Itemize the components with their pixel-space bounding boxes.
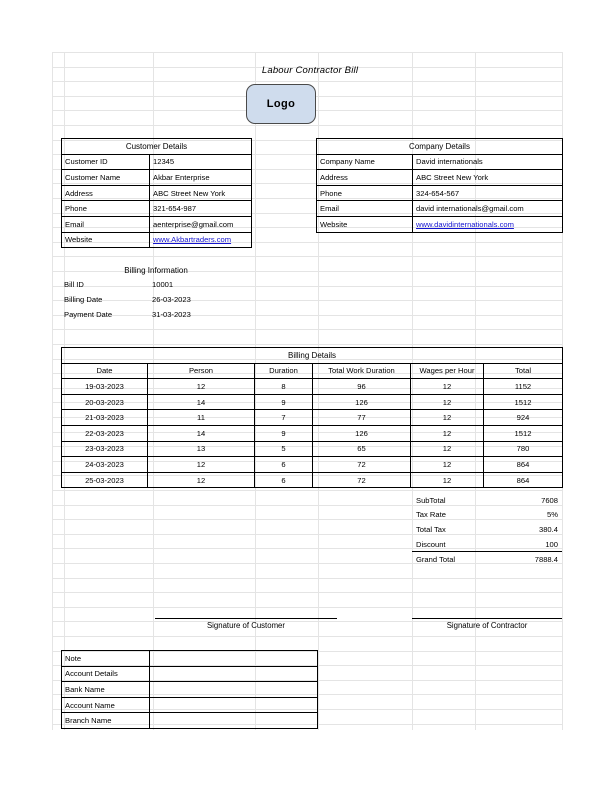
billing-information-heading-row <box>61 263 251 278</box>
table-row <box>62 666 318 682</box>
totals-value: 5% <box>547 510 558 520</box>
table-cell: 9 <box>255 394 313 410</box>
field-value: ABC Street New York <box>150 185 252 201</box>
table-row <box>62 379 563 395</box>
field-label: Billing Date <box>64 294 103 304</box>
field-label: Phone <box>62 201 150 217</box>
customer-details-table <box>61 138 252 248</box>
field-value <box>150 666 318 682</box>
field-value <box>150 682 318 698</box>
totals-value: 100 <box>545 539 558 549</box>
totals-table <box>412 493 562 567</box>
billing-details-heading-row <box>62 348 563 364</box>
billing-information-table <box>61 263 251 321</box>
field-label: Note <box>62 651 150 667</box>
company-details-table <box>316 138 563 233</box>
table-row <box>317 154 563 170</box>
totals-value: 7608 <box>541 495 558 505</box>
table-cell: 12 <box>411 410 484 426</box>
totals-label: SubTotal <box>416 495 446 505</box>
field-label: Website <box>317 216 413 232</box>
table-cell: 126 <box>313 394 411 410</box>
grid-row-line <box>52 81 562 82</box>
table-row <box>62 682 318 698</box>
table-cell: 14 <box>148 394 255 410</box>
field-label: Company Name <box>317 154 413 170</box>
table-cell: 72 <box>313 457 411 473</box>
table-cell: 20-03-2023 <box>62 394 148 410</box>
table-row <box>317 216 563 232</box>
field-value <box>150 651 318 667</box>
grid-row-line <box>52 592 562 593</box>
grid-row-line <box>52 125 562 126</box>
table-cell: 864 <box>484 472 563 488</box>
table-row <box>62 457 563 473</box>
company-details-heading-row <box>317 139 563 155</box>
field-value: David internationals <box>413 154 563 170</box>
field-value: 12345 <box>150 154 252 170</box>
grid-row-line <box>52 344 562 345</box>
table-cell: 77 <box>313 410 411 426</box>
field-value <box>150 713 318 729</box>
table-cell: 1152 <box>484 379 563 395</box>
table-row <box>317 170 563 186</box>
table-cell: 72 <box>313 472 411 488</box>
table-cell: 12 <box>411 441 484 457</box>
company-details-heading: Company Details <box>317 139 563 155</box>
table-cell: 12 <box>411 394 484 410</box>
grid-row-line <box>52 490 562 491</box>
table-cell: 24-03-2023 <box>62 457 148 473</box>
signature-of-customer: Signature of Customer <box>155 618 337 630</box>
field-label: Address <box>62 185 150 201</box>
field-value: 26-03-2023 <box>152 294 191 304</box>
table-row <box>62 410 563 426</box>
table-row <box>61 278 251 293</box>
grid-row-line <box>52 636 562 637</box>
logo-badge: Logo <box>246 84 316 124</box>
table-row <box>62 697 318 713</box>
field-label: Email <box>62 216 150 232</box>
grand-total-row <box>412 552 562 567</box>
table-cell: 23-03-2023 <box>62 441 148 457</box>
grid-row-line <box>52 578 562 579</box>
table-row <box>62 394 563 410</box>
field-label: Email <box>317 201 413 217</box>
table-cell: 7 <box>255 410 313 426</box>
table-cell: 12 <box>148 457 255 473</box>
table-cell: 65 <box>313 441 411 457</box>
field-label: Branch Name <box>62 713 150 729</box>
field-label: Website <box>62 232 150 248</box>
grid-row-line <box>52 607 562 608</box>
grid-row-line <box>52 52 562 53</box>
field-label: Customer ID <box>62 154 150 170</box>
billing-details-column-header-row <box>62 363 563 379</box>
totals-value: 380.4 <box>538 524 558 534</box>
totals-label: Total Tax <box>416 524 446 534</box>
field-value: aenterprise@gmail.com <box>150 216 252 232</box>
table-row <box>62 232 252 248</box>
table-cell: 12 <box>411 472 484 488</box>
field-value: Akbar Enterprise <box>150 170 252 186</box>
field-value: 10001 <box>152 280 174 290</box>
totals-row <box>412 537 562 552</box>
table-cell: 5 <box>255 441 313 457</box>
table-cell: 13 <box>148 441 255 457</box>
totals-row <box>412 522 562 537</box>
table-cell: 12 <box>148 379 255 395</box>
note-details-table <box>61 650 318 729</box>
field-value <box>150 697 318 713</box>
column-header: Person <box>148 363 255 379</box>
field-label: Account Name <box>62 697 150 713</box>
table-cell: 1512 <box>484 394 563 410</box>
field-label: Account Details <box>62 666 150 682</box>
field-label: Bill ID <box>64 280 84 290</box>
field-value: 321-654-987 <box>150 201 252 217</box>
table-cell: 6 <box>255 457 313 473</box>
field-value: 324-654-567 <box>413 185 563 201</box>
table-cell: 14 <box>148 425 255 441</box>
totals-row <box>412 493 562 508</box>
field-label: Address <box>317 170 413 186</box>
table-cell: 12 <box>411 457 484 473</box>
table-cell: 9 <box>255 425 313 441</box>
table-cell: 126 <box>313 425 411 441</box>
billing-information-heading: Billing Information <box>124 265 188 275</box>
table-row <box>62 713 318 729</box>
table-row <box>317 185 563 201</box>
table-cell: 780 <box>484 441 563 457</box>
table-row <box>62 216 252 232</box>
signature-of-contractor: Signature of Contractor <box>412 618 562 630</box>
table-row <box>62 441 563 457</box>
table-cell: 8 <box>255 379 313 395</box>
field-value-link[interactable]: www.Akbartraders.com <box>150 232 252 248</box>
table-row <box>62 185 252 201</box>
table-cell: 22-03-2023 <box>62 425 148 441</box>
column-header: Date <box>62 363 148 379</box>
customer-details-heading: Customer Details <box>62 139 252 155</box>
table-cell: 25-03-2023 <box>62 472 148 488</box>
table-cell: 11 <box>148 410 255 426</box>
table-row <box>62 651 318 667</box>
billing-details-table <box>61 347 563 488</box>
table-row <box>62 170 252 186</box>
table-row <box>62 201 252 217</box>
field-label: Payment Date <box>64 309 113 319</box>
table-cell: 21-03-2023 <box>62 410 148 426</box>
totals-label: Tax Rate <box>416 510 446 520</box>
field-value: ABC Street New York <box>413 170 563 186</box>
field-value: 31-03-2023 <box>152 309 191 319</box>
table-cell: 96 <box>313 379 411 395</box>
table-row <box>62 472 563 488</box>
field-label: Phone <box>317 185 413 201</box>
column-header: Duration <box>255 363 313 379</box>
page-title: Labour Contractor Bill <box>261 65 359 76</box>
table-row <box>62 425 563 441</box>
customer-details-heading-row <box>62 139 252 155</box>
table-row <box>61 292 251 307</box>
table-row <box>62 154 252 170</box>
column-header: Wages per Hour <box>411 363 484 379</box>
table-row <box>317 201 563 217</box>
table-cell: 19-03-2023 <box>62 379 148 395</box>
grand-total-value: 7888.4 <box>485 552 562 567</box>
grid-row-line <box>52 256 562 257</box>
grand-total-label: Grand Total <box>412 552 485 567</box>
table-cell: 12 <box>148 472 255 488</box>
field-value: david internationals@gmail.com <box>413 201 563 217</box>
table-cell: 12 <box>411 379 484 395</box>
table-cell: 924 <box>484 410 563 426</box>
table-cell: 1512 <box>484 425 563 441</box>
grid-row-line <box>52 329 562 330</box>
totals-label: Discount <box>416 539 446 549</box>
table-cell: 6 <box>255 472 313 488</box>
field-label: Customer Name <box>62 170 150 186</box>
field-label: Bank Name <box>62 682 150 698</box>
table-row <box>61 307 251 322</box>
column-header: Total <box>484 363 563 379</box>
billing-details-heading: Billing Details <box>62 348 563 364</box>
table-cell: 864 <box>484 457 563 473</box>
field-value-link[interactable]: www.davidinternationals.com <box>413 216 563 232</box>
table-cell: 12 <box>411 425 484 441</box>
totals-row <box>412 508 562 523</box>
column-header: Total Work Duration <box>313 363 411 379</box>
